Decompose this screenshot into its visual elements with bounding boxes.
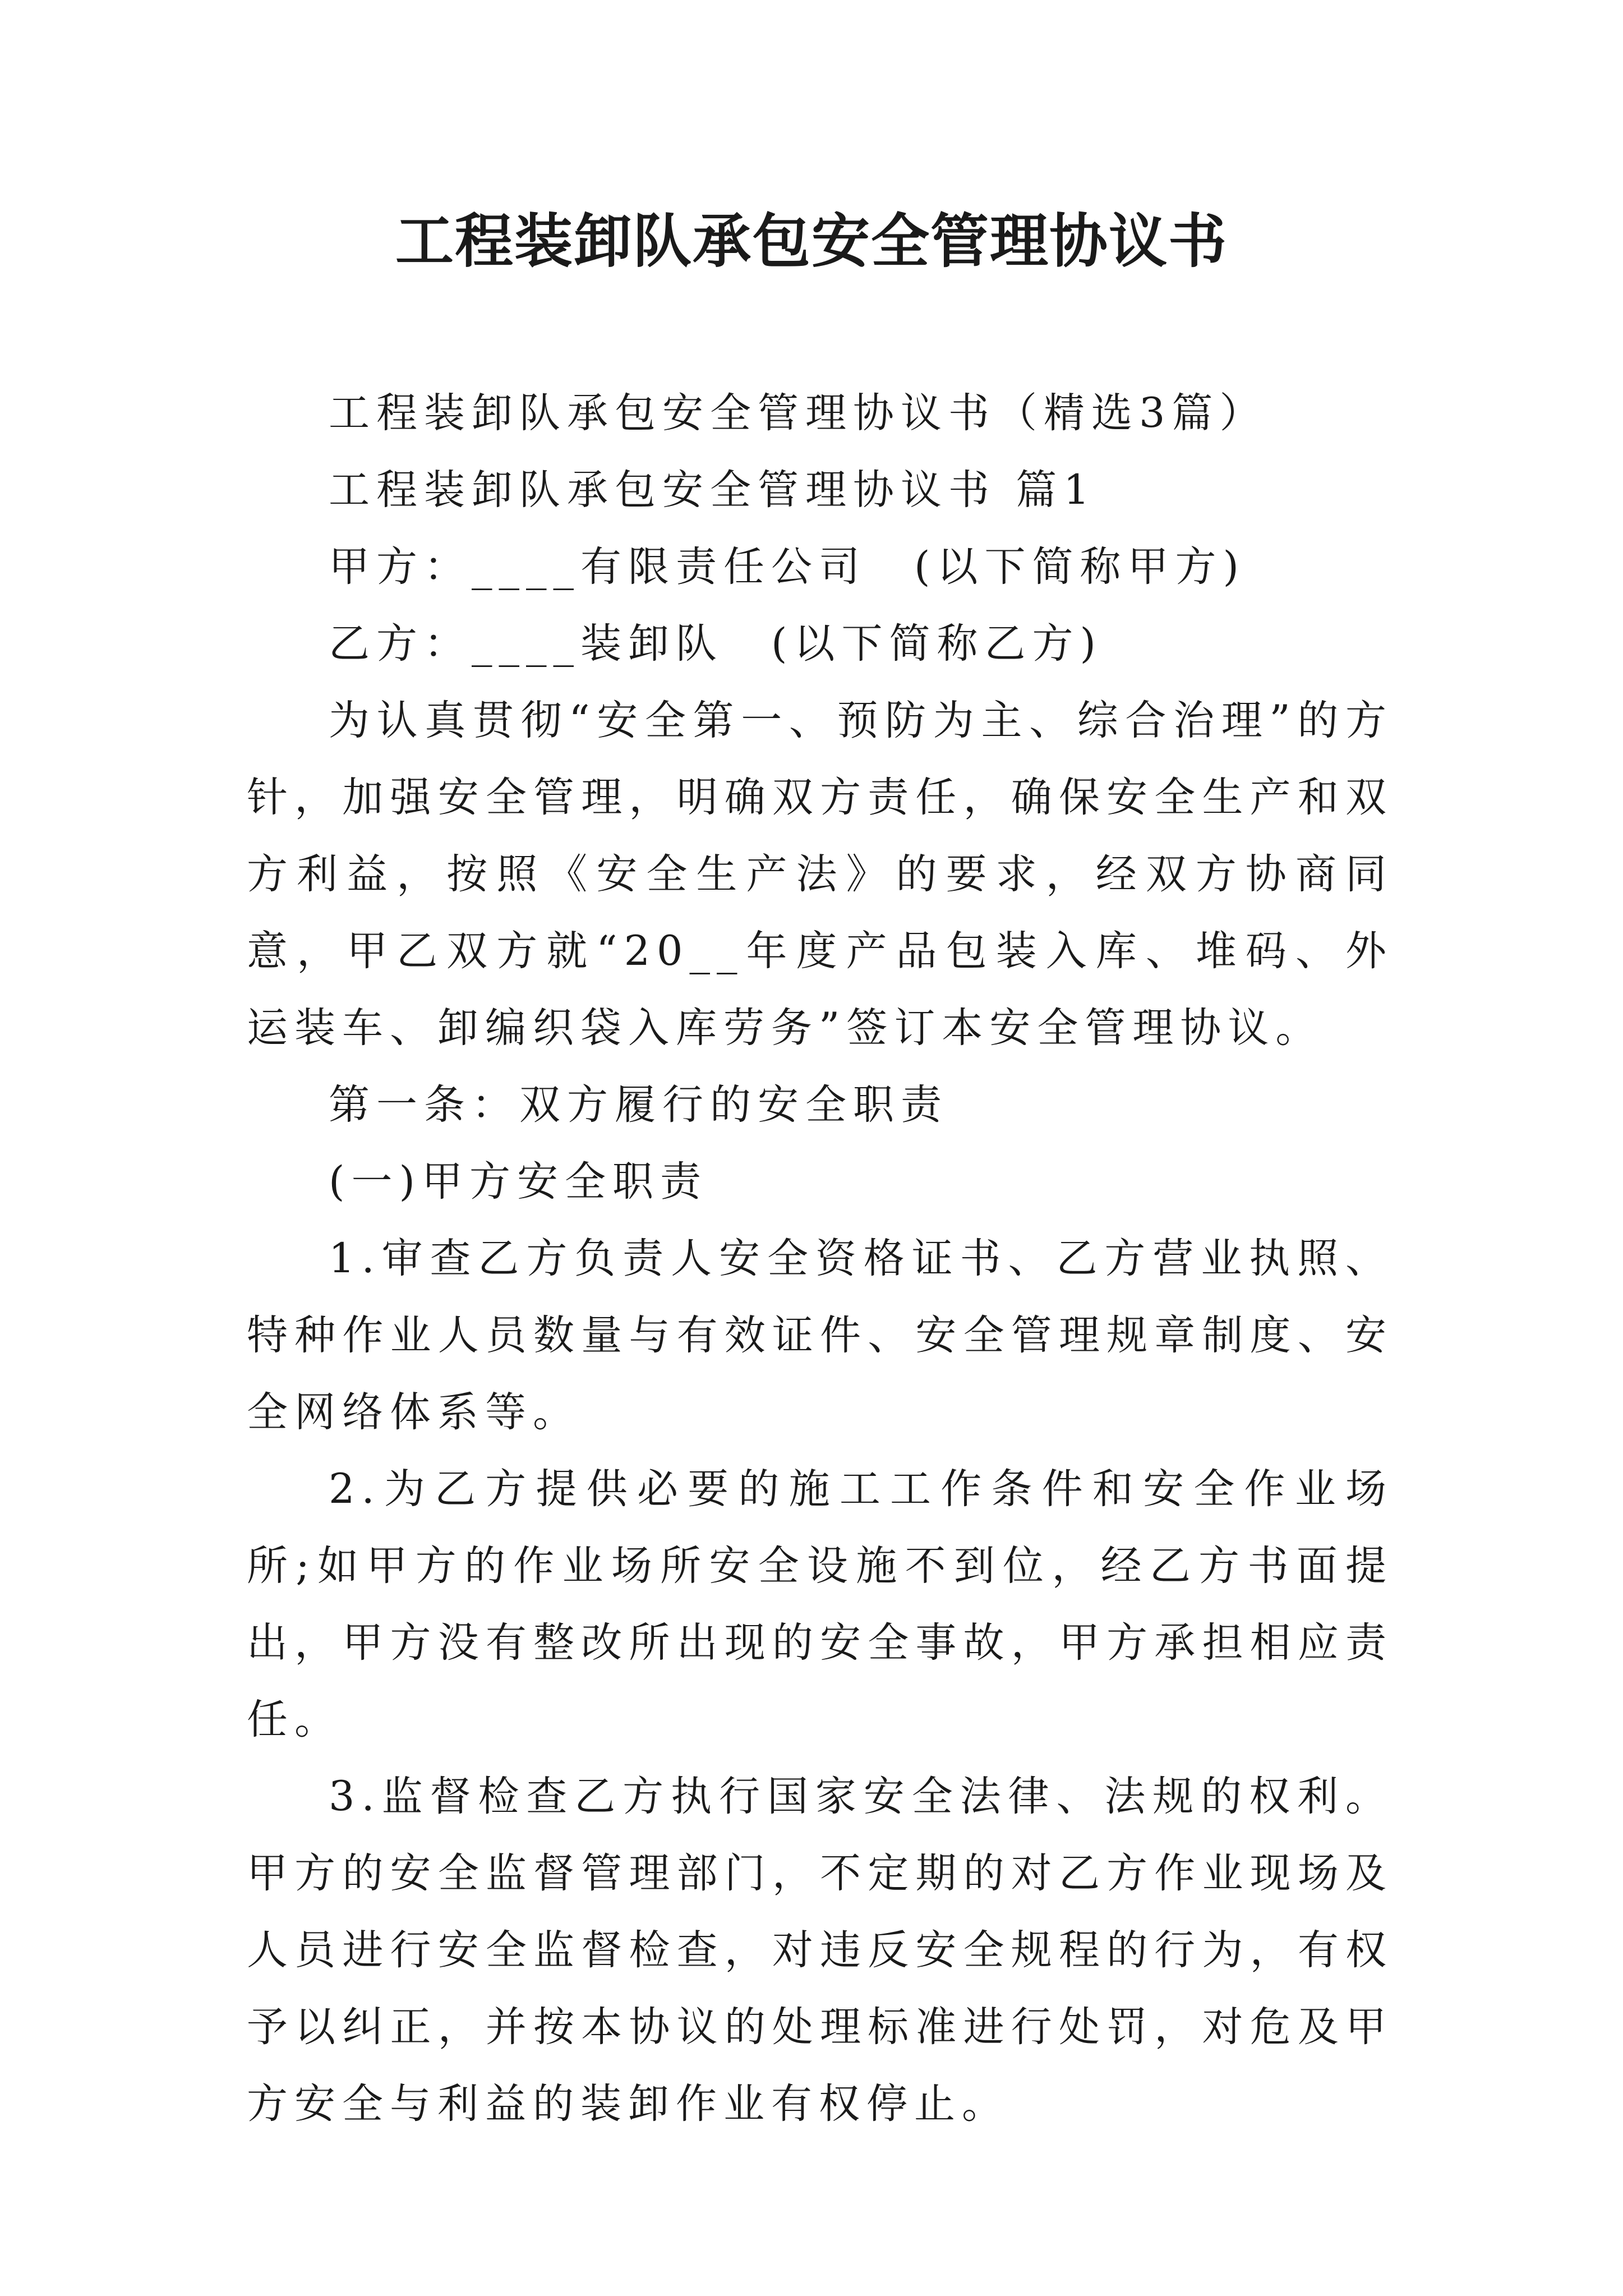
document-title: 工程装卸队承包安全管理协议书: [395, 207, 1228, 275]
paragraph-item-1: 1.审查乙方负责人安全资格证书、乙方营业执照、特种作业人员数量与有效证件、安全管理规章制度、安全网络体系等。: [247, 1235, 1393, 1436]
paragraph-article-1: 第一条：双方履行的安全职责: [329, 1081, 948, 1129]
paragraph-part-heading: 工程装卸队承包安全管理协议书 篇1: [329, 466, 1096, 514]
paragraph-party-b: 乙方：____装卸队 (以下简称乙方): [329, 620, 1103, 668]
paragraph-item-3: 3.监督检查乙方执行国家安全法律、法规的权利。甲方的安全监督管理部门，不定期的对乙方作业现场及人员进行安全监督检查，对违反安全规程的行为，有权予以纠正，并按本协议的处理标准进行处罚，对危及甲方安全与利益的装卸作业有权停止。: [247, 1773, 1393, 2128]
document-body: [247, 375, 1393, 2142]
paragraph-section-a: (一)甲方安全职责: [329, 1158, 708, 1205]
paragraph-preamble: 为认真贯彻“安全第一、预防为主、综合治理”的方针，加强安全管理，明确双方责任，确保安全生产和双方利益，按照《安全生产法》的要求，经双方协商同意，甲乙双方就“20__年度产品包装入库、堆码、外运装车、卸编织袋入库劳务”签订本安全管理协议。: [247, 697, 1393, 1052]
paragraph-subtitle: 工程装卸队承包安全管理协议书（精选3篇）: [329, 389, 1267, 437]
paragraph-item-2: 2.为乙方提供必要的施工工作条件和安全作业场所;如甲方的作业场所安全设施不到位，经乙方书面提出，甲方没有整改所出现的安全事故，甲方承担相应责任。: [247, 1465, 1393, 1743]
paragraph-party-a: 甲方：____有限责任公司 (以下简称甲方): [329, 543, 1246, 591]
